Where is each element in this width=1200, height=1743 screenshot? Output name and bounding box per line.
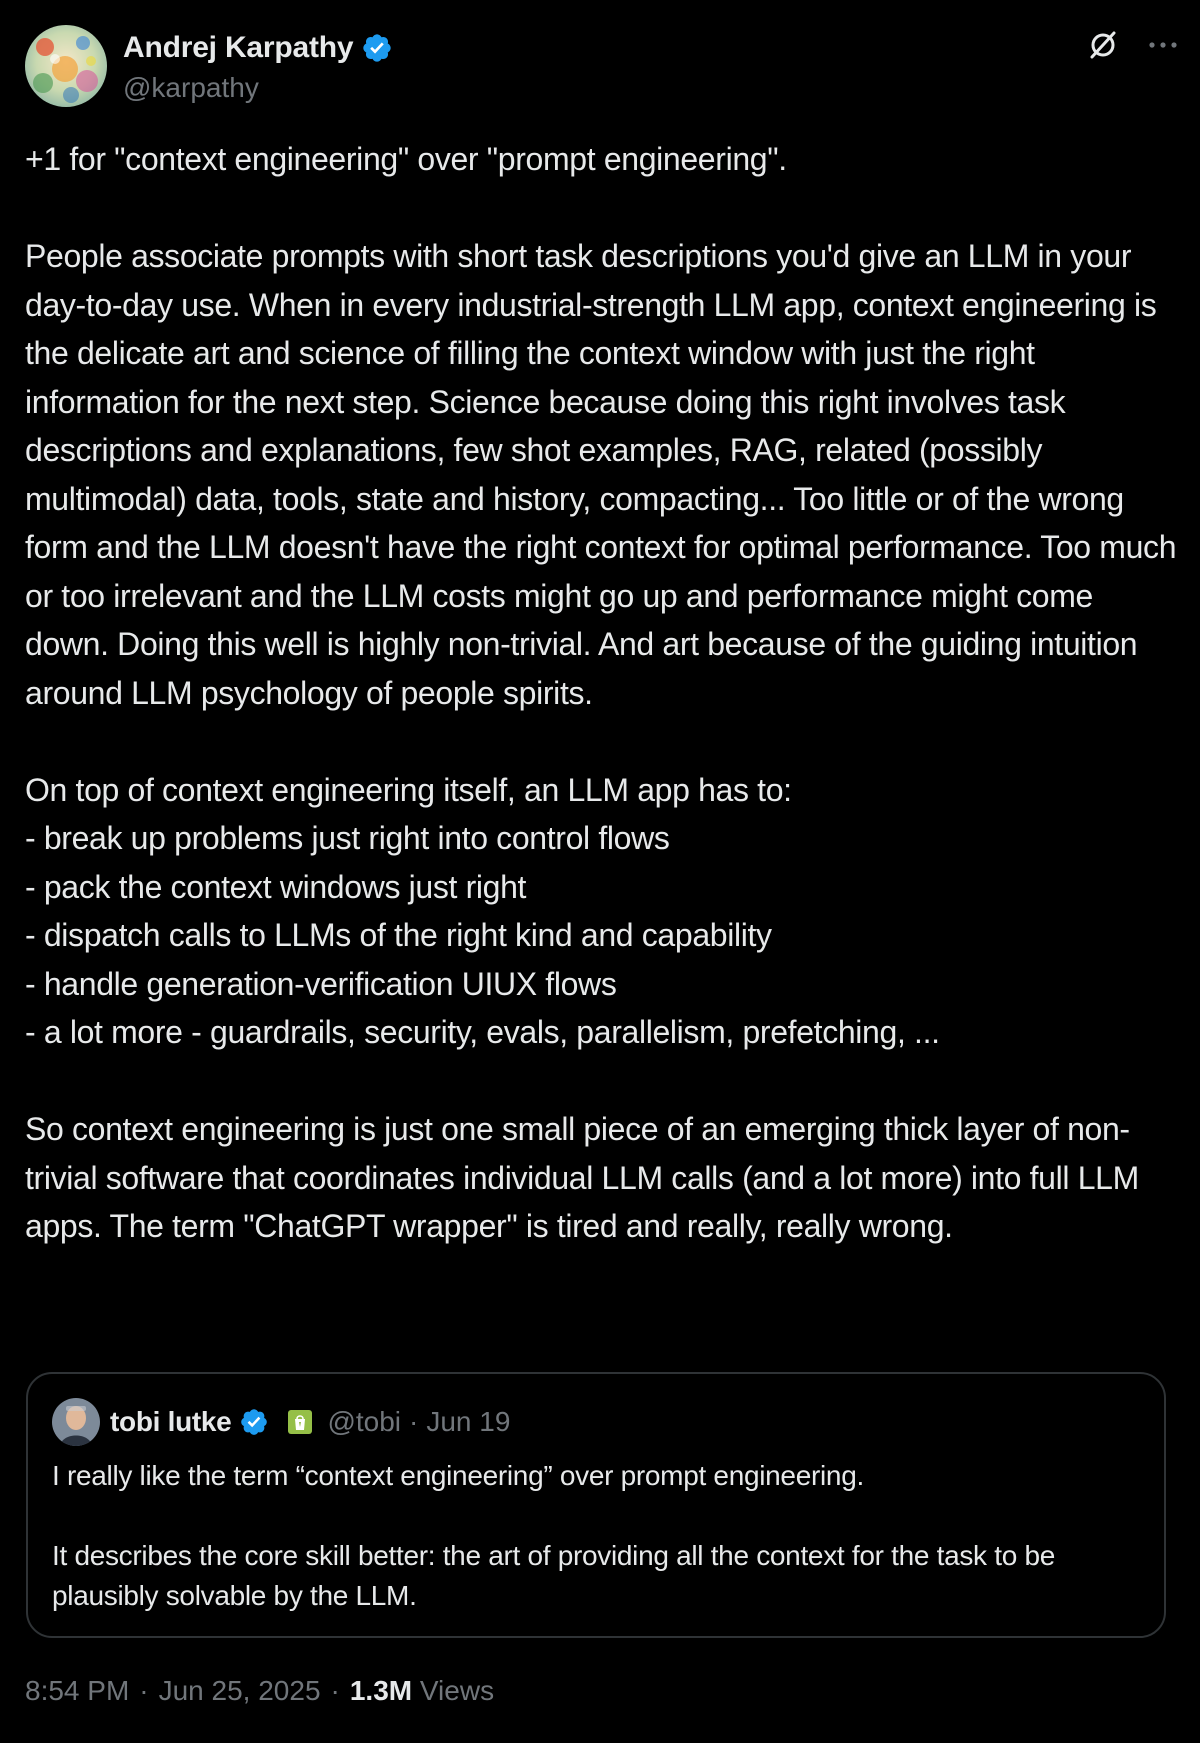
quote-verified-badge-icon[interactable] bbox=[239, 1407, 269, 1437]
tweet-date[interactable]: Jun 25, 2025 bbox=[158, 1675, 321, 1706]
author-header bbox=[123, 28, 393, 104]
meta-separator: · bbox=[139, 1675, 149, 1706]
quote-display-name[interactable]: tobi lutke bbox=[110, 1406, 232, 1437]
shopify-bag-icon[interactable] bbox=[287, 1409, 313, 1435]
more-dots-icon[interactable] bbox=[1146, 28, 1180, 67]
quote-handle[interactable]: @tobi bbox=[327, 1406, 402, 1437]
author-handle[interactable]: @karpathy bbox=[123, 72, 259, 103]
quote-separator: · bbox=[409, 1406, 419, 1437]
quote-author-avatar[interactable] bbox=[52, 1398, 100, 1446]
top-actions bbox=[1086, 28, 1180, 67]
tweet-body-text: +1 for "context engineering" over "prompt engineering". People associate prompts with short task descriptions you'd give an LLM in your day-to-day use. When in every industrial-strength LLM app, context engineering is the delicate art and science of filling the context window with just the right information for the next step. Science because doing this right involves task descriptions and explanations, few shot examples, RAG, related (possibly multimodal) data, tools, state and history, compacting... Too little or of the wrong form and the LLM doesn't have the right context for optimal performance. Too much or too irrelevant and the LLM costs might go up and performance might come down. Doing this well is highly non-trivial. And art because of the guiding intuition around LLM psychology of people spirits. On top of context engineering itself, an LLM app has to: - break up problems just right into control flows - pack the context windows just right - dispatch calls to LLMs of the right kind and capability - handle generation-verification UIUX flows - a lot more - guardrails, security, evals, parallelism, prefetching, ... So context engineering is just one small piece of an emerging thick layer of non-trivial software that coordinates individual LLM calls (and a lot more) into full LLM apps. The term "ChatGPT wrapper" is tired and really, really wrong. bbox=[25, 141, 1177, 1244]
quote-date[interactable]: Jun 19 bbox=[426, 1406, 511, 1437]
views-count[interactable]: 1.3M bbox=[349, 1675, 413, 1706]
quote-body-text: I really like the term “context engineering” over prompt engineering. It describes the core skill better: the art of providing all the context for the task to be plausibly solvable by the LLM. bbox=[52, 1460, 1056, 1611]
views-label: Views bbox=[419, 1675, 495, 1706]
meta-separator: · bbox=[330, 1675, 340, 1706]
tweet-time[interactable]: 8:54 PM bbox=[25, 1675, 130, 1706]
quoted-tweet[interactable] bbox=[26, 1372, 1166, 1638]
author-avatar[interactable] bbox=[25, 25, 107, 107]
tweet-meta bbox=[25, 1675, 494, 1707]
grok-slash-icon[interactable] bbox=[1086, 28, 1120, 67]
quote-header bbox=[110, 1400, 510, 1444]
author-display-name[interactable]: Andrej Karpathy bbox=[123, 31, 354, 64]
author-name-row bbox=[123, 28, 393, 68]
verified-badge-icon[interactable] bbox=[361, 32, 393, 64]
